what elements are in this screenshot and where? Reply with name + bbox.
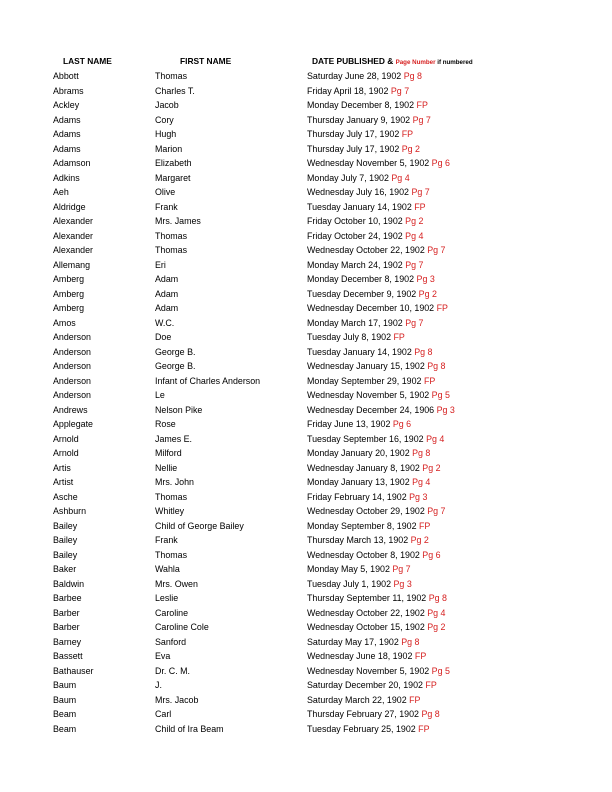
- page-reference: Pg 2: [422, 462, 441, 473]
- page-reference: Pg 3: [393, 578, 412, 589]
- page-reference: Pg 4: [391, 172, 410, 183]
- date-text: Friday February 14, 1902: [307, 491, 410, 502]
- table-row: [0, 635, 612, 650]
- page-reference: FP: [436, 303, 448, 313]
- first-name-cell: Infant of Charles Anderson: [155, 375, 261, 386]
- date-text: Friday October 10, 1902: [307, 216, 406, 226]
- last-name-cell: Ackley: [53, 100, 80, 110]
- date-published-cell: [307, 707, 440, 722]
- table-row: [0, 330, 612, 345]
- table-row: [0, 519, 612, 534]
- last-name-cell: Amberg: [53, 303, 85, 313]
- last-name-cell: Abbott: [53, 71, 79, 81]
- date-published-cell: [307, 185, 430, 200]
- page-reference: Pg 3: [416, 274, 435, 284]
- date-text: Wednesday January 15, 1902: [307, 361, 428, 371]
- first-name-cell: Caroline: [155, 607, 189, 618]
- last-name-cell: Alexander: [53, 230, 93, 241]
- table-row: [0, 374, 612, 389]
- first-name-cell: Eri: [155, 259, 166, 270]
- date-published-cell: [307, 591, 447, 606]
- date-text: Friday October 24, 1902: [307, 230, 406, 241]
- date-text: Tuesday February 25, 1902: [307, 723, 419, 734]
- page-reference: Pg 6: [431, 158, 450, 168]
- table-row: [0, 707, 612, 722]
- first-name-cell: Carl: [155, 709, 172, 719]
- page-reference: FP: [414, 651, 427, 661]
- date-text: Wednesday December 10, 1902: [307, 303, 437, 313]
- table-row: [0, 229, 612, 244]
- page-reference: Pg 8: [401, 636, 420, 647]
- date-text: Monday September 8, 1902: [307, 520, 419, 531]
- date-published-cell: [307, 113, 431, 128]
- date-text: Monday May 5, 1902: [307, 564, 393, 574]
- date-text: Friday April 18, 1902: [307, 85, 391, 96]
- last-name-cell: Alexander: [53, 245, 93, 255]
- page-reference: FP: [401, 129, 414, 139]
- first-name-cell: Elizabeth: [155, 158, 192, 168]
- first-name-cell: Thomas: [155, 230, 188, 241]
- page-reference: Pg 4: [427, 607, 446, 618]
- last-name-cell: Ashburn: [53, 506, 87, 516]
- date-published-cell: [307, 504, 446, 519]
- page-reference: Pg 4: [412, 477, 431, 487]
- last-name-cell: Anderson: [53, 361, 91, 371]
- last-name-cell: Beam: [53, 723, 77, 734]
- first-name-cell: Hugh: [155, 129, 177, 139]
- last-name-cell: Barber: [53, 607, 80, 618]
- date-published-cell: [307, 533, 429, 548]
- record-list: [0, 69, 612, 736]
- date-published-cell: [307, 200, 426, 215]
- table-row: [0, 316, 612, 331]
- date-text: Monday January 20, 1902: [307, 448, 413, 458]
- page-reference: Pg 7: [392, 564, 411, 574]
- first-name-cell: Adam: [155, 274, 179, 284]
- first-name-cell: Charles T.: [155, 85, 195, 96]
- first-name-cell: George B.: [155, 361, 196, 371]
- header-date-published: [312, 56, 473, 66]
- table-row: [0, 272, 612, 287]
- date-published-cell: [307, 403, 455, 418]
- last-name-cell: Anderson: [53, 332, 91, 342]
- date-published-cell: [307, 649, 426, 664]
- last-name-cell: Andrews: [53, 404, 88, 415]
- first-name-cell: Leslie: [155, 593, 179, 603]
- date-text: Thursday September 11, 1902: [307, 593, 429, 603]
- first-name-cell: Nelson Pike: [155, 404, 203, 415]
- date-text: Wednesday October 22, 1902: [307, 607, 428, 618]
- table-row: [0, 722, 612, 737]
- page-reference: Pg 7: [427, 506, 446, 516]
- last-name-cell: Amberg: [53, 274, 85, 284]
- last-name-cell: Amberg: [53, 288, 85, 299]
- last-name-cell: Artist: [53, 477, 74, 487]
- date-published-cell: [307, 635, 420, 650]
- last-name-cell: Barber: [53, 622, 80, 632]
- first-name-cell: W.C.: [155, 317, 175, 328]
- table-row: [0, 142, 612, 157]
- last-name-cell: Bassett: [53, 651, 83, 661]
- date-published-cell: [307, 606, 446, 621]
- table-row: [0, 69, 612, 84]
- date-text: Wednesday October 22, 1902: [307, 245, 428, 255]
- date-text: Monday September 29, 1902: [307, 375, 424, 386]
- page-reference: FP: [419, 520, 431, 531]
- date-text: Wednesday October 29, 1902: [307, 506, 428, 516]
- first-name-cell: Whitley: [155, 506, 185, 516]
- table-row: [0, 461, 612, 476]
- page-reference: Pg 7: [405, 317, 424, 328]
- header-first-name: FIRST NAME: [180, 56, 232, 66]
- last-name-cell: Anderson: [53, 390, 91, 400]
- first-name-cell: Thomas: [155, 245, 188, 255]
- first-name-cell: Child of Ira Beam: [155, 723, 224, 734]
- page-reference: Pg 8: [414, 346, 433, 357]
- date-published-cell: [307, 461, 441, 476]
- page-reference: Pg 3: [409, 491, 428, 502]
- table-row: [0, 649, 612, 664]
- table-row: [0, 620, 612, 635]
- table-row: [0, 446, 612, 461]
- first-name-cell: Margaret: [155, 172, 191, 183]
- first-name-cell: Le: [155, 390, 165, 400]
- page-reference: Pg 2: [410, 535, 429, 545]
- date-published-cell: [307, 156, 450, 171]
- date-published-cell: [307, 127, 413, 142]
- table-row: [0, 127, 612, 142]
- page-reference: Pg 8: [428, 593, 447, 603]
- date-text: Monday July 7, 1902: [307, 172, 392, 183]
- page-reference: Pg 4: [426, 433, 445, 444]
- table-row: [0, 591, 612, 606]
- date-published-cell: [307, 287, 437, 302]
- page-reference: Pg 7: [427, 245, 446, 255]
- first-name-cell: Dr. C. M.: [155, 665, 191, 676]
- date-text: Friday June 13, 1902: [307, 419, 393, 429]
- date-published-cell: [307, 345, 433, 360]
- last-name-cell: Adams: [53, 143, 81, 154]
- date-published-cell: [307, 446, 430, 461]
- date-published-cell: [307, 98, 428, 113]
- date-published-cell: [307, 417, 411, 432]
- first-name-cell: Caroline Cole: [155, 622, 209, 632]
- first-name-cell: Mrs. James: [155, 216, 201, 226]
- last-name-cell: Asche: [53, 491, 78, 502]
- first-name-cell: Adam: [155, 303, 179, 313]
- last-name-cell: Alexander: [53, 216, 93, 226]
- last-name-cell: Baker: [53, 564, 77, 574]
- date-published-cell: [307, 84, 409, 99]
- date-published-cell: [307, 620, 446, 635]
- table-row: [0, 171, 612, 186]
- first-name-cell: Olive: [155, 187, 176, 197]
- date-published-cell: [307, 722, 430, 737]
- last-name-cell: Applegate: [53, 419, 93, 429]
- page-reference: Pg 4: [405, 230, 424, 241]
- first-name-cell: J.: [155, 680, 162, 690]
- table-row: [0, 475, 612, 490]
- first-name-cell: Mrs. John: [155, 477, 194, 487]
- table-row: [0, 359, 612, 374]
- last-name-cell: Adamson: [53, 158, 91, 168]
- first-name-cell: Thomas: [155, 71, 188, 81]
- date-text: Wednesday July 16, 1902: [307, 187, 412, 197]
- date-published-cell: [307, 229, 423, 244]
- first-name-cell: Thomas: [155, 491, 188, 502]
- page-reference: FP: [425, 680, 437, 690]
- page-reference: Pg 7: [412, 114, 431, 125]
- column-header-row: [0, 56, 612, 68]
- first-name-cell: Cory: [155, 114, 174, 125]
- table-row: [0, 84, 612, 99]
- first-name-cell: Doe: [155, 332, 172, 342]
- date-text: Tuesday July 1, 1902: [307, 578, 394, 589]
- table-row: [0, 693, 612, 708]
- date-published-cell: [307, 258, 423, 273]
- date-published-cell: [307, 693, 420, 708]
- page-reference: FP: [393, 332, 405, 342]
- date-text: Thursday February 27, 1902: [307, 709, 422, 719]
- last-name-cell: Adkins: [53, 172, 80, 183]
- page-reference: Pg 6: [422, 549, 441, 560]
- first-name-cell: Child of George Bailey: [155, 520, 244, 531]
- last-name-cell: Adams: [53, 129, 81, 139]
- date-text: Saturday May 17, 1902: [307, 636, 402, 647]
- last-name-cell: Bailey: [53, 535, 78, 545]
- date-published-cell: [307, 432, 444, 447]
- last-name-cell: Allemang: [53, 259, 90, 270]
- date-published-cell: [307, 301, 448, 316]
- header-date-label: DATE PUBLISHED &: [312, 56, 396, 66]
- table-row: [0, 185, 612, 200]
- last-name-cell: Bailey: [53, 520, 78, 531]
- date-text: Tuesday December 9, 1902: [307, 288, 419, 299]
- page-reference: Pg 6: [392, 419, 412, 429]
- table-row: [0, 156, 612, 171]
- date-published-cell: [307, 577, 412, 592]
- table-row: [0, 243, 612, 258]
- date-text: Wednesday December 24, 1906: [307, 404, 437, 415]
- page-reference: Pg 2: [427, 622, 446, 632]
- page-reference: FP: [423, 375, 436, 386]
- date-text: Saturday December 20, 1902: [307, 680, 426, 690]
- table-row: [0, 533, 612, 548]
- table-row: [0, 490, 612, 505]
- page-reference: FP: [416, 100, 428, 110]
- table-row: [0, 606, 612, 621]
- date-published-cell: [307, 664, 450, 679]
- last-name-cell: Arnold: [53, 448, 79, 458]
- date-text: Wednesday November 5, 1902: [307, 158, 432, 168]
- first-name-cell: Sanford: [155, 636, 187, 647]
- last-name-cell: Anderson: [53, 346, 91, 357]
- page-reference: FP: [409, 694, 421, 705]
- table-row: [0, 200, 612, 215]
- header-if-numbered: if numbered: [435, 59, 473, 66]
- table-row: [0, 113, 612, 128]
- last-name-cell: Artis: [53, 462, 71, 473]
- first-name-cell: Adam: [155, 288, 179, 299]
- date-text: Tuesday July 8, 1902: [307, 332, 394, 342]
- date-text: Monday December 8, 1902: [307, 100, 417, 110]
- first-name-cell: Rose: [155, 419, 176, 429]
- table-row: [0, 388, 612, 403]
- last-name-cell: Baldwin: [53, 578, 85, 589]
- last-name-cell: Bathauser: [53, 665, 94, 676]
- table-row: [0, 664, 612, 679]
- date-text: Wednesday November 5, 1902: [307, 390, 432, 400]
- date-text: Saturday June 28, 1902: [307, 71, 404, 81]
- date-text: Monday March 17, 1902: [307, 317, 406, 328]
- last-name-cell: Amos: [53, 317, 76, 328]
- date-text: Thursday July 17, 1902: [307, 143, 402, 154]
- first-name-cell: Thomas: [155, 549, 188, 560]
- first-name-cell: Marion: [155, 143, 183, 154]
- last-name-cell: Aldridge: [53, 201, 86, 212]
- first-name-cell: Frank: [155, 201, 178, 212]
- header-last-name: LAST NAME: [63, 56, 112, 66]
- date-published-cell: [307, 678, 437, 693]
- table-row: [0, 214, 612, 229]
- date-text: Saturday March 22, 1902: [307, 694, 410, 705]
- date-published-cell: [307, 490, 427, 505]
- page-reference: Pg 2: [401, 143, 420, 154]
- date-published-cell: [307, 272, 435, 287]
- last-name-cell: Aeh: [53, 187, 69, 197]
- date-text: Monday March 24, 1902: [307, 259, 406, 270]
- first-name-cell: Wahla: [155, 564, 180, 574]
- date-text: Thursday March 13, 1902: [307, 535, 411, 545]
- table-row: [0, 403, 612, 418]
- table-row: [0, 548, 612, 563]
- last-name-cell: Abrams: [53, 85, 84, 96]
- date-published-cell: [307, 548, 441, 563]
- date-published-cell: [307, 316, 423, 331]
- date-text: Tuesday January 14, 1902: [307, 346, 415, 357]
- page-reference: Pg 8: [427, 361, 446, 371]
- date-text: Monday December 8, 1902: [307, 274, 417, 284]
- date-text: Tuesday September 16, 1902: [307, 433, 427, 444]
- last-name-cell: Arnold: [53, 433, 79, 444]
- date-text: Thursday July 17, 1902: [307, 129, 402, 139]
- date-published-cell: [307, 519, 430, 534]
- date-text: Wednesday June 18, 1902: [307, 651, 415, 661]
- page-reference: Pg 7: [390, 85, 410, 96]
- last-name-cell: Barney: [53, 636, 82, 647]
- date-published-cell: [307, 388, 450, 403]
- table-row: [0, 287, 612, 302]
- page-reference: Pg 8: [412, 448, 431, 458]
- page-reference: Pg 8: [421, 709, 440, 719]
- last-name-cell: Baum: [53, 680, 77, 690]
- first-name-cell: Milford: [155, 448, 182, 458]
- date-published-cell: [307, 374, 435, 389]
- first-name-cell: Eva: [155, 651, 171, 661]
- header-page-number: Page Number: [395, 59, 436, 66]
- first-name-cell: James E.: [155, 433, 192, 444]
- date-text: Wednesday October 8, 1902: [307, 549, 423, 560]
- table-row: [0, 562, 612, 577]
- date-published-cell: [307, 171, 410, 186]
- table-row: [0, 345, 612, 360]
- table-row: [0, 577, 612, 592]
- date-published-cell: [307, 142, 420, 157]
- date-text: Wednesday November 5, 1902: [307, 665, 432, 676]
- table-row: [0, 258, 612, 273]
- page-reference: Pg 2: [405, 216, 424, 226]
- table-row: [0, 504, 612, 519]
- page-reference: Pg 8: [403, 71, 422, 81]
- first-name-cell: Frank: [155, 535, 178, 545]
- first-name-cell: Mrs. Owen: [155, 578, 198, 589]
- date-published-cell: [307, 214, 423, 229]
- date-published-cell: [307, 243, 446, 258]
- first-name-cell: Mrs. Jacob: [155, 694, 199, 705]
- page-reference: Pg 5: [431, 390, 450, 400]
- date-text: Wednesday January 8, 1902: [307, 462, 423, 473]
- table-row: [0, 98, 612, 113]
- date-text: Wednesday October 15, 1902: [307, 622, 428, 632]
- page-reference: FP: [414, 201, 426, 212]
- date-published-cell: [307, 359, 446, 374]
- date-published-cell: [307, 562, 411, 577]
- last-name-cell: Beam: [53, 709, 77, 719]
- last-name-cell: Anderson: [53, 375, 91, 386]
- first-name-cell: George B.: [155, 346, 196, 357]
- page-reference: FP: [418, 723, 430, 734]
- table-row: [0, 678, 612, 693]
- last-name-cell: Bailey: [53, 549, 78, 560]
- page-reference: Pg 7: [411, 187, 430, 197]
- first-name-cell: Nellie: [155, 462, 178, 473]
- date-text: Monday January 13, 1902: [307, 477, 413, 487]
- first-name-cell: Jacob: [155, 100, 179, 110]
- date-text: Thursday January 9, 1902: [307, 114, 413, 125]
- date-published-cell: [307, 475, 430, 490]
- table-row: [0, 417, 612, 432]
- page-reference: Pg 5: [431, 665, 450, 676]
- date-published-cell: [307, 330, 405, 345]
- page-reference: Pg 2: [418, 288, 437, 299]
- page-reference: Pg 7: [405, 259, 424, 270]
- page-reference: Pg 3: [436, 404, 455, 415]
- date-text: Tuesday January 14, 1902: [307, 201, 415, 212]
- last-name-cell: Barbee: [53, 593, 82, 603]
- table-row: [0, 301, 612, 316]
- last-name-cell: Baum: [53, 694, 77, 705]
- last-name-cell: Adams: [53, 114, 81, 125]
- table-row: [0, 432, 612, 447]
- date-published-cell: [307, 69, 422, 84]
